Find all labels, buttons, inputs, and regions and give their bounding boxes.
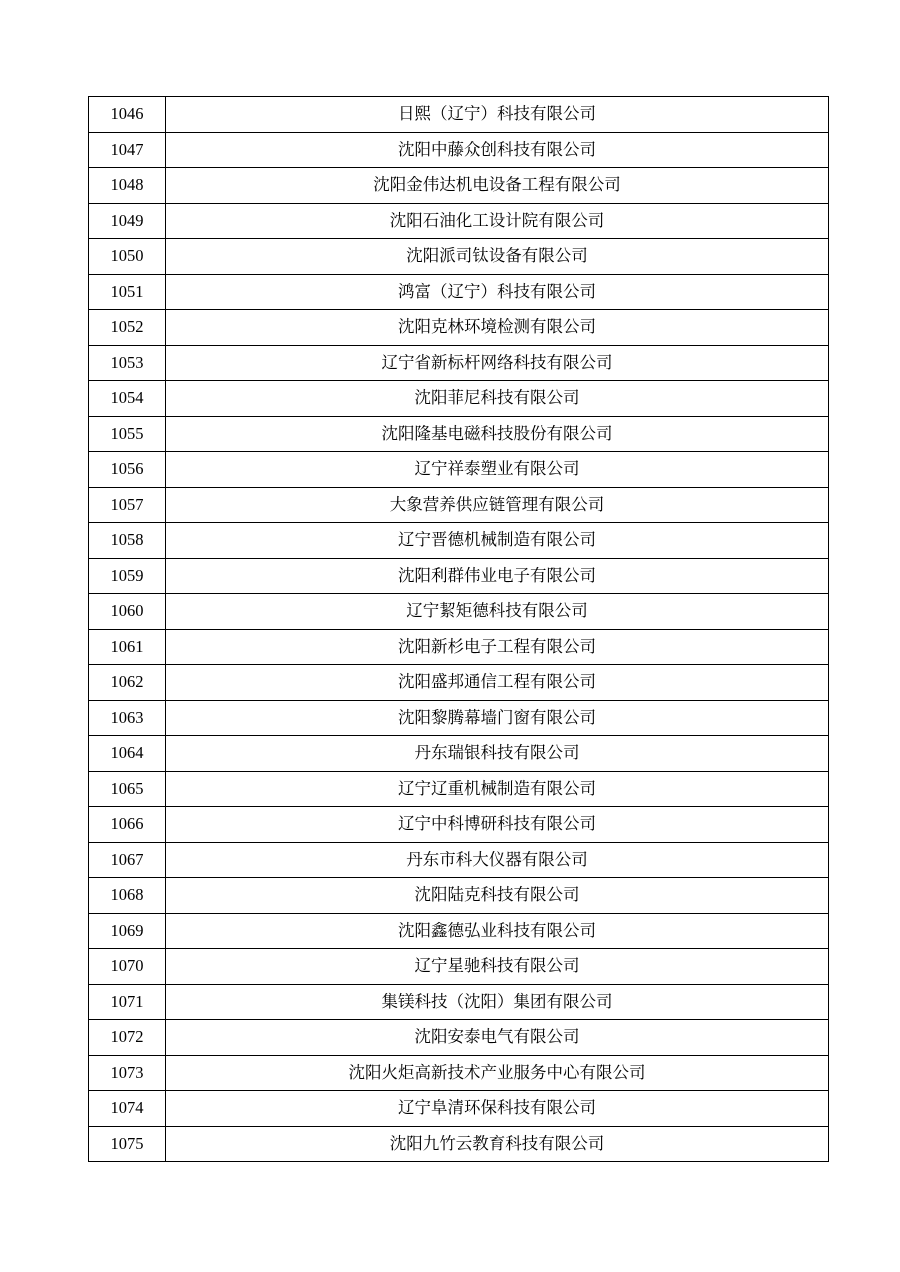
row-index-cell: 1060: [89, 594, 166, 630]
table-row: [89, 878, 829, 914]
table-row: [89, 665, 829, 701]
table-body: [89, 97, 829, 1162]
table-row: [89, 594, 829, 630]
company-name-cell: 沈阳陆克科技有限公司: [166, 878, 829, 914]
row-index-cell: 1053: [89, 345, 166, 381]
company-name-cell: 辽宁辽重机械制造有限公司: [166, 771, 829, 807]
company-name-cell: 沈阳隆基电磁科技股份有限公司: [166, 416, 829, 452]
table-row: [89, 239, 829, 275]
row-index-cell: 1066: [89, 807, 166, 843]
row-index-cell: 1049: [89, 203, 166, 239]
table-row: [89, 807, 829, 843]
row-index-cell: 1063: [89, 700, 166, 736]
table-row: [89, 736, 829, 772]
company-name-cell: 辽宁中科博研科技有限公司: [166, 807, 829, 843]
company-name-cell: 辽宁晋德机械制造有限公司: [166, 523, 829, 559]
table-row: [89, 984, 829, 1020]
company-name-cell: 沈阳派司钛设备有限公司: [166, 239, 829, 275]
table-row: [89, 345, 829, 381]
company-name-cell: 丹东瑞银科技有限公司: [166, 736, 829, 772]
company-name-cell: 辽宁省新标杆网络科技有限公司: [166, 345, 829, 381]
row-index-cell: 1074: [89, 1091, 166, 1127]
row-index-cell: 1072: [89, 1020, 166, 1056]
table-row: [89, 1055, 829, 1091]
row-index-cell: 1048: [89, 168, 166, 204]
row-index-cell: 1052: [89, 310, 166, 346]
table-row: [89, 558, 829, 594]
row-index-cell: 1054: [89, 381, 166, 417]
row-index-cell: 1071: [89, 984, 166, 1020]
company-name-cell: 鸿富（辽宁）科技有限公司: [166, 274, 829, 310]
table-row: [89, 949, 829, 985]
table-row: [89, 487, 829, 523]
table-row: [89, 381, 829, 417]
company-name-cell: 沈阳鑫德弘业科技有限公司: [166, 913, 829, 949]
company-name-cell: 沈阳九竹云教育科技有限公司: [166, 1126, 829, 1162]
table-row: [89, 1020, 829, 1056]
row-index-cell: 1057: [89, 487, 166, 523]
company-name-cell: 辽宁祥泰塑业有限公司: [166, 452, 829, 488]
row-index-cell: 1055: [89, 416, 166, 452]
company-name-cell: 沈阳安泰电气有限公司: [166, 1020, 829, 1056]
row-index-cell: 1073: [89, 1055, 166, 1091]
table-row: [89, 452, 829, 488]
company-name-cell: 沈阳石油化工设计院有限公司: [166, 203, 829, 239]
table-row: [89, 771, 829, 807]
table-row: [89, 913, 829, 949]
company-name-cell: 大象营养供应链管理有限公司: [166, 487, 829, 523]
table-row: [89, 416, 829, 452]
company-name-cell: 沈阳克林环境检测有限公司: [166, 310, 829, 346]
table-row: [89, 203, 829, 239]
table-row: [89, 310, 829, 346]
company-listing-table: [88, 96, 829, 1162]
company-name-cell: 辽宁絜矩德科技有限公司: [166, 594, 829, 630]
table-row: [89, 97, 829, 133]
table-row: [89, 1091, 829, 1127]
row-index-cell: 1061: [89, 629, 166, 665]
company-name-cell: 沈阳中藤众创科技有限公司: [166, 132, 829, 168]
row-index-cell: 1059: [89, 558, 166, 594]
company-name-cell: 集镁科技（沈阳）集团有限公司: [166, 984, 829, 1020]
company-name-cell: 沈阳盛邦通信工程有限公司: [166, 665, 829, 701]
company-name-cell: 辽宁阜清环保科技有限公司: [166, 1091, 829, 1127]
row-index-cell: 1070: [89, 949, 166, 985]
row-index-cell: 1069: [89, 913, 166, 949]
row-index-cell: 1068: [89, 878, 166, 914]
company-name-cell: 日熙（辽宁）科技有限公司: [166, 97, 829, 133]
row-index-cell: 1058: [89, 523, 166, 559]
table-row: [89, 629, 829, 665]
row-index-cell: 1051: [89, 274, 166, 310]
table-row: [89, 523, 829, 559]
company-name-cell: 沈阳黎腾幕墙门窗有限公司: [166, 700, 829, 736]
table-row: [89, 132, 829, 168]
row-index-cell: 1056: [89, 452, 166, 488]
table-row: [89, 700, 829, 736]
company-name-cell: 辽宁星驰科技有限公司: [166, 949, 829, 985]
company-name-cell: 沈阳利群伟业电子有限公司: [166, 558, 829, 594]
table-row: [89, 168, 829, 204]
table-row: [89, 274, 829, 310]
row-index-cell: 1062: [89, 665, 166, 701]
row-index-cell: 1064: [89, 736, 166, 772]
row-index-cell: 1046: [89, 97, 166, 133]
company-name-cell: 丹东市科大仪器有限公司: [166, 842, 829, 878]
row-index-cell: 1065: [89, 771, 166, 807]
company-name-cell: 沈阳金伟达机电设备工程有限公司: [166, 168, 829, 204]
row-index-cell: 1050: [89, 239, 166, 275]
table-row: [89, 1126, 829, 1162]
company-name-cell: 沈阳火炬高新技术产业服务中心有限公司: [166, 1055, 829, 1091]
row-index-cell: 1047: [89, 132, 166, 168]
row-index-cell: 1075: [89, 1126, 166, 1162]
company-name-cell: 沈阳菲尼科技有限公司: [166, 381, 829, 417]
company-name-cell: 沈阳新杉电子工程有限公司: [166, 629, 829, 665]
row-index-cell: 1067: [89, 842, 166, 878]
table-row: [89, 842, 829, 878]
